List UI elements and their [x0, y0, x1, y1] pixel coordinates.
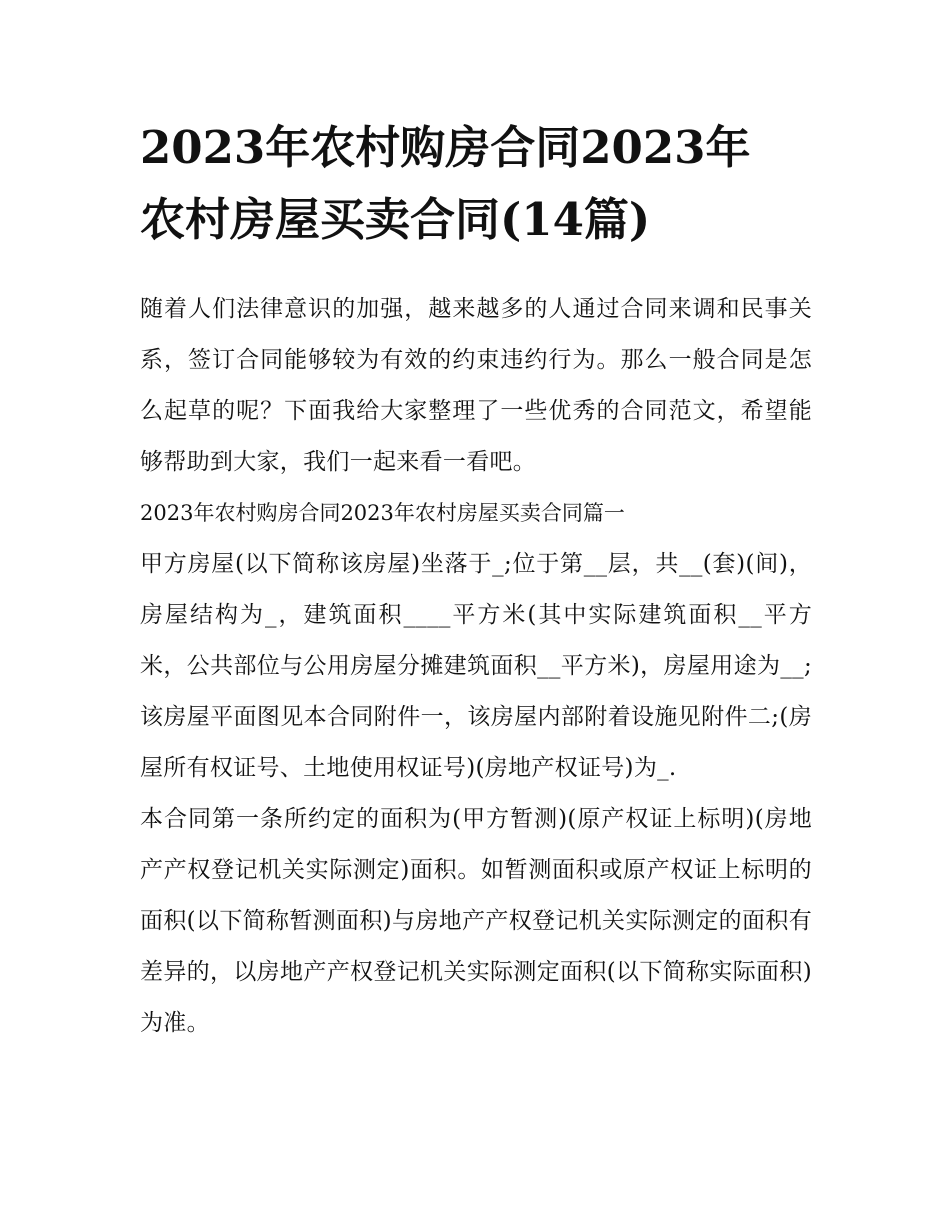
body-paragraph-2: 本合同第一条所约定的面积为(甲方暂测)(原产权证上标明)(房地产产权登记机关实际测定)面积。如暂测面积或原产权证上标明的面积(以下简称暂测面积)与房地产产权登记机关实际测定的面积有差异的，以房地产产权登记机关实际测定面积(以下简称实际面积)为准。	[140, 806, 812, 1036]
document-page	[140, 112, 812, 1049]
title-line-2: 农村房屋买卖合同(14篇)	[140, 193, 651, 246]
intro-paragraph: 随着人们法律意识的加强，越来越多的人通过合同来调和民事关系，签订合同能够较为有效的约束违约行为。那么一般合同是怎么起草的呢？下面我给大家整理了一些优秀的合同范文，希望能够帮助到大家，我们一起来看一看吧。	[140, 296, 812, 475]
body-paragraph-1: 甲方房屋(以下简称该房屋)坐落于_;位于第__层，共__(套)(间)，房屋结构为_，建筑面积____平方米(其中实际建筑面积__平方米，公共部位与公用房屋分摊建筑面积__平方米)，房屋用途为__;该房屋平面图见本合同附件一，该房屋内部附着设施见附件二;(房屋所有权证号、土地使用权证号)(房地产权证号)为_.	[140, 551, 812, 781]
document-title	[140, 112, 812, 256]
title-line-1: 2023年农村购房合同2023年	[140, 121, 751, 174]
section-heading: 2023年农村购房合同2023年农村房屋买卖合同篇一	[140, 501, 625, 525]
